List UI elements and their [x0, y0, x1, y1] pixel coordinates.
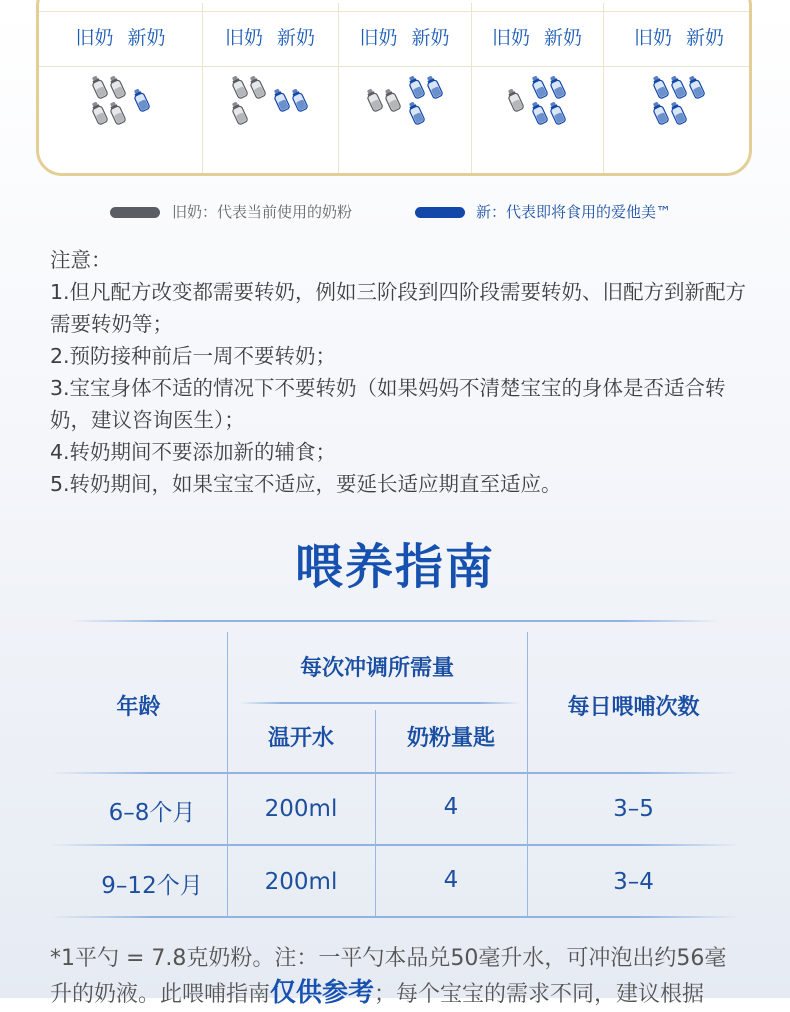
new-milk-bottle-group: [653, 75, 705, 125]
note-item: 3.宝宝身体不适的情况下不要转奶（如果妈妈不清楚宝宝的身体是否适合转奶，建议咨询医生）；: [50, 376, 726, 432]
header-scoops: 奶粉量匙: [406, 726, 495, 751]
old-milk-legend-swatch: [110, 207, 160, 218]
feeding-guide-title: 喂养指南: [294, 539, 495, 595]
old-milk-label: 旧奶: [224, 27, 263, 49]
footnote-line2-c: ；每个宝宝的需求不同，建议根据: [374, 982, 705, 1007]
new-milk-bottle-icon: [422, 73, 445, 101]
old-milk-bottle-icon: [246, 73, 269, 101]
footnote-emphasis: 仅供参考: [270, 978, 375, 1008]
comparison-column-bottles: [202, 65, 338, 135]
new-milk-label: 新奶: [277, 27, 316, 49]
new-milk-bottle-icon: [404, 99, 427, 127]
header-daily-feeds: 每日喂哺次数: [567, 695, 700, 720]
comparison-column-bottles: [338, 65, 471, 135]
new-milk-bottle-group: [134, 88, 150, 112]
comparison-column-bottles: [471, 65, 603, 135]
new-milk-label: 新奶: [544, 27, 583, 49]
old-milk-label: 旧奶: [491, 27, 530, 49]
row2-age: 9–12个月: [101, 873, 203, 899]
comparison-column-bottles: [603, 65, 752, 135]
old-milk-bottle-icon: [380, 86, 403, 114]
notes-section: [50, 244, 750, 500]
old-milk-bottle-icon: [228, 99, 251, 127]
row1-daily: 3–5: [613, 796, 654, 822]
new-milk-label: 新奶: [686, 27, 725, 49]
new-milk-bottle-group: [274, 88, 308, 112]
new-milk-bottle-icon: [129, 86, 152, 114]
new-milk-bottle-icon: [546, 99, 569, 127]
new-milk-legend-text: 新：代表即将食用的爱他美™: [476, 203, 672, 221]
row1-scoops: 4: [443, 794, 459, 820]
comparison-column-bottles: [39, 65, 202, 135]
header-per-feed: 每次冲调所需量: [299, 656, 454, 681]
old-milk-bottle-icon: [105, 99, 128, 127]
footnote: [50, 942, 750, 1012]
comparison-column-header: [338, 23, 471, 55]
note-item: 1.但凡配方改变都需要转奶，例如三阶段到四阶段需要转奶、旧配方到新配方需要转奶等；: [50, 280, 747, 336]
old-milk-bottle-group: [232, 75, 266, 125]
row2-scoops: 4: [443, 867, 459, 893]
note-item: 5.转奶期间，如果宝宝不适应，要延长适应期直至适应。: [50, 472, 562, 496]
old-milk-bottle-group: [92, 75, 126, 125]
header-age: 年龄: [116, 695, 161, 720]
row2-daily: 3–4: [613, 869, 654, 895]
new-milk-bottle-icon: [667, 99, 690, 127]
row1-water: 200ml: [264, 796, 338, 822]
old-milk-bottle-icon: [105, 73, 128, 101]
header-water: 温开水: [267, 726, 334, 751]
old-milk-label: 旧奶: [75, 27, 114, 49]
comparison-column-header: [471, 23, 603, 55]
new-milk-bottle-icon: [288, 86, 311, 114]
old-milk-legend-text: 旧奶：代表当前使用的奶粉: [172, 203, 353, 221]
old-milk-bottle-group: [508, 88, 524, 112]
note-item: 4.转奶期间不要添加新的辅食；: [50, 440, 337, 464]
old-milk-label: 旧奶: [633, 27, 672, 49]
new-milk-bottle-group: [409, 75, 443, 125]
new-milk-legend-swatch: [415, 207, 465, 218]
old-milk-bottle-icon: [504, 86, 527, 114]
new-milk-bottle-group: [532, 75, 566, 125]
new-milk-bottle-icon: [685, 73, 708, 101]
row1-age: 6–8个月: [108, 800, 196, 826]
old-milk-bottle-group: [367, 88, 401, 112]
footnote-line1: *1平勺 = 7.8克奶粉。注：一平勺本品兑50毫升水，可冲泡出约56毫: [50, 946, 727, 971]
comparison-column-header: [39, 23, 202, 55]
new-milk-label: 新奶: [127, 27, 166, 49]
comparison-column-header: [202, 23, 338, 55]
old-milk-label: 旧奶: [359, 27, 398, 49]
feeding-guide-table: [50, 620, 740, 920]
new-milk-label: 新奶: [411, 27, 450, 49]
note-item: 2.预防接种前后一周不要转奶；: [50, 344, 337, 368]
new-milk-bottle-icon: [546, 73, 569, 101]
comparison-column-header: [603, 23, 752, 55]
transition-comparison-card: [36, 0, 752, 176]
notes-heading: 注意：: [50, 248, 112, 272]
footnote-line2-a: 升的奶液。此喂哺指南: [50, 982, 271, 1007]
row2-water: 200ml: [264, 869, 338, 895]
